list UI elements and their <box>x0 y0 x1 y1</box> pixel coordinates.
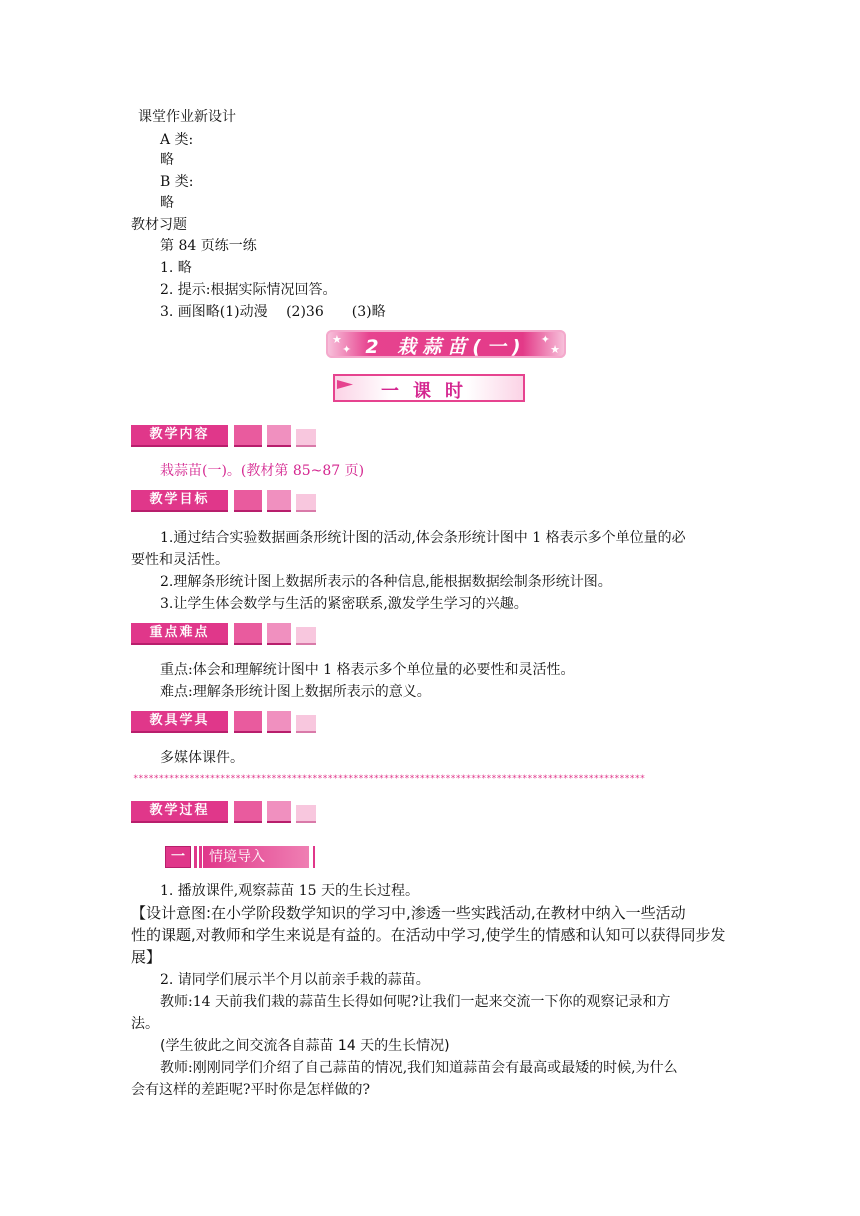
section-heading-tools <box>131 711 321 733</box>
star-icon: ★ <box>332 333 342 346</box>
tools-text: 多媒体课件。 <box>160 750 244 766</box>
exercises-heading: 教材习题 <box>131 217 187 233</box>
lesson-title-banner <box>326 330 566 358</box>
step-1-tag <box>165 846 317 868</box>
decor-square <box>296 429 316 447</box>
decor-square <box>267 711 291 733</box>
homework-heading: 课堂作业新设计 <box>138 109 236 125</box>
decor-bar <box>199 846 202 868</box>
process-step-1: 1. 播放课件,观察蒜苗 15 天的生长过程。 <box>160 883 419 899</box>
decor-square <box>234 425 262 447</box>
decor-square <box>267 623 291 645</box>
decor-bar <box>194 846 197 868</box>
section-label: 教学目标 <box>131 490 228 512</box>
design-intent-line-1: 【设计意图:在小学阶段数学知识的学习中,渗透一些实践活动,在教材中纳入一些活动 <box>131 904 686 922</box>
exercise-item-1: 1. 略 <box>160 260 192 276</box>
class-b-value: 略 <box>160 195 174 211</box>
section-heading-content <box>131 425 321 447</box>
goal-2: 2.理解条形统计图上数据所表示的各种信息,能根据数据绘制条形统计图。 <box>160 574 612 590</box>
decor-square <box>234 711 262 733</box>
star-icon: ★ <box>550 343 560 356</box>
class-a-value: 略 <box>160 152 174 168</box>
decor-square <box>234 801 262 823</box>
decor-square <box>234 623 262 645</box>
difficulty-text: 难点:理解条形统计图上数据所表示的意义。 <box>160 684 431 700</box>
decor-square <box>267 490 291 512</box>
decor-bar <box>313 846 315 868</box>
section-label: 教学过程 <box>131 801 228 823</box>
star-divider: **************************************************************************************************** <box>133 774 645 784</box>
teacher-line-2b: 会有这样的差距呢?平时你是怎样做的? <box>131 1082 371 1098</box>
exercises-page: 第 84 页练一练 <box>160 238 257 254</box>
student-exchange: (学生彼此之间交流各自蒜苗 14 天的生长情况) <box>160 1038 450 1054</box>
decor-square <box>267 425 291 447</box>
content-text: 栽蒜苗(一)。(教材第 85~87 页) <box>160 463 365 479</box>
period-banner <box>333 374 525 402</box>
step-number: 一 <box>165 846 191 868</box>
goal-1-line-2: 要性和灵活性。 <box>131 552 229 568</box>
class-a-label: A 类: <box>160 132 194 148</box>
exercise-item-2: 2. 提示:根据实际情况回答。 <box>160 282 337 298</box>
decor-square <box>267 801 291 823</box>
class-b-label: B 类: <box>160 174 194 190</box>
design-intent-line-2: 性的课题,对教师和学生来说是有益的。在活动中学习,使学生的情感和认知可以获得同步发 <box>131 926 726 944</box>
teacher-line-1b: 法。 <box>131 1016 159 1032</box>
star-icon: ✦ <box>342 343 352 356</box>
lesson-title: 2 栽蒜苗(一) <box>365 336 527 358</box>
period-label: 一课时 <box>381 381 477 402</box>
exercise-item-3: 3. 画图略(1)动漫 (2)36 (3)略 <box>160 304 386 320</box>
teacher-line-2a: 教师:刚刚同学们介绍了自己蒜苗的情况,我们知道蒜苗会有最高或最矮的时候,为什么 <box>160 1060 678 1076</box>
step-name: 情境导入 <box>203 846 309 868</box>
decor-square <box>234 490 262 512</box>
process-step-2: 2. 请同学们展示半个月以前亲手栽的蒜苗。 <box>160 972 430 988</box>
teacher-line-1a: 教师:14 天前我们栽的蒜苗生长得如何呢?让我们一起来交流一下你的观察记录和方 <box>160 994 671 1010</box>
goal-1-line-1: 1.通过结合实验数据画条形统计图的活动,体会条形统计图中 1 格表示多个单位量的必 <box>160 530 686 546</box>
section-heading-key-points <box>131 623 321 645</box>
section-heading-goals <box>131 490 321 512</box>
decor-square <box>296 627 316 645</box>
section-heading-process <box>131 801 321 823</box>
section-label: 教学内容 <box>131 425 228 447</box>
section-label: 教具学具 <box>131 711 228 733</box>
design-intent-line-3: 展】 <box>131 948 162 966</box>
focus-text: 重点:体会和理解统计图中 1 格表示多个单位量的必要性和灵活性。 <box>160 662 575 678</box>
section-label: 重点难点 <box>131 623 228 645</box>
decor-square <box>296 805 316 823</box>
star-icon: ✦ <box>540 333 550 346</box>
decor-square <box>296 715 316 733</box>
goal-3: 3.让学生体会数学与生活的紧密联系,激发学生学习的兴趣。 <box>160 596 528 612</box>
decor-square <box>296 494 316 512</box>
